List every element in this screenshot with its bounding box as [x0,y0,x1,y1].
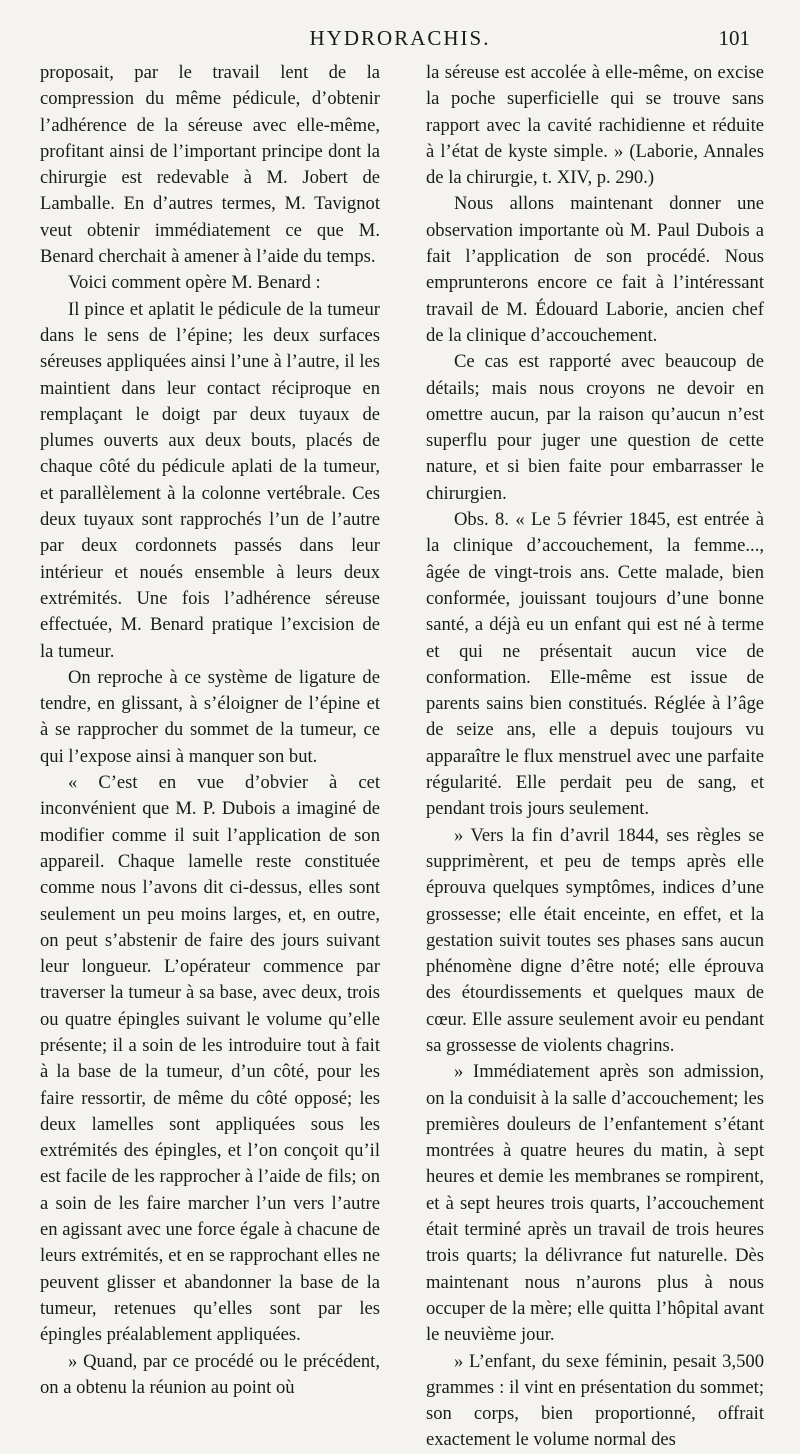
running-head [0,26,800,60]
paragraph: » Immédiatement après son admission, on la conduisit à la salle d’accouchement; les premières douleurs de l’enfantement s’étant montrées à quatre heures du matin, à sept heures et demie les membranes se rompirent, et à sept heures trois quarts, l’accouchement était terminé après un travail de trois heures trois quarts; la délivrance fut naturelle. Dès maintenant nous n’aurons plus à nous occuper de la mère; elle quitta l’hôpital avant le neuvième jour. [426,1061,764,1346]
running-title: HYDRORACHIS. [309,26,491,50]
paragraph: » Vers la fin d’avril 1844, ses règles se supprimèrent, et peu de temps après elle éprouva quelques symptômes, indices d’une grossesse; elle était enceinte, en effet, et la gestation suivit toutes ses phases sans aucun phénomène digne d’être noté; elle éprouva des étourdissements et quelques maux de cœur. Elle assure seulement avoir eu pendant sa grossesse de violents chagrins. [426,824,764,1056]
paragraph: Il pince et aplatit le pédicule de la tumeur dans le sens de l’épine; les deux surfaces séreuses appliquées ainsi l’une à l’autre, il les maintient dans leur contact réciproque en remplaçant le doigt par deux tuyaux de plumes ouverts aux deux bouts, placés de chaque côté du pédicule aplati de la tumeur, et parallèlement à la colonne vertébrale. Ces deux tuyaux sont rapprochés l’un de l’autre par deux cordonnets passés dans leur intérieur et noués ensemble à leurs deux extrémités. Une fois l’adhérence séreuse effectuée, M. Benard pratique l’excision de la tumeur. [40,298,380,662]
paragraph: Obs. 8. « Le 5 février 1845, est entrée à la clinique d’accouchement, la femme..., âgée de vingt-trois ans. Cette malade, bien conformée, jouissant toujours d’une bonne santé, a déjà eu un enfant qui est né à terme et qui ne présentait aucun vice de conformation. Elle-même est issue de parents sains bien constitués. Réglée à l’âge de seize ans, elle a depuis toujours vu apparaître le flux menstruel avec une parfaite régularité. Elle perdait peu de sang, et pendant trois jours seulement. [426,509,764,820]
right-column [426,60,764,1454]
paragraph: Nous allons maintenant donner une observation importante où M. Paul Dubois a fait l’application de son procédé. Nous emprunterons encore ce fait à l’intéressant travail de M. Édouard Laborie, ancien chef de la clinique d’accouchement. [426,193,764,346]
paragraph: Ce cas est rapporté avec beaucoup de détails; mais nous croyons ne devoir en omettre aucun, par la raison qu’aucun n’est superflu pour juger une question de cette nature, et si bien faite pour embarrasser le chirurgien. [426,351,764,504]
paragraph: la séreuse est accolée à elle-même, on excise la poche superficielle qui se trouve sans rapport avec la cavité rachidienne et réduite à l’état de kyste simple. » (Laborie, Annales de la chirurgie, t. XIV, p. 290.) [426,62,764,189]
paragraph: Voici comment opère M. Benard : [68,272,321,294]
page-number: 101 [718,26,750,50]
paragraph: On reproche à ce système de ligature de tendre, en glissant, à s’éloigner de l’épine et à se rapprocher du sommet de la tumeur, ce qui l’expose ainsi à manquer son but. [40,666,380,767]
paragraph: « C’est en vue d’obvier à cet inconvénient que M. P. Dubois a imaginé de modifier comme il suit l’application de son appareil. Chaque lamelle reste constituée comme nous l’avons dit ci-dessus, elles sont seulement un peu moins larges, et, en outre, on peut s’abstenir de faire des jours suivant leur longueur. L’opérateur commence par traverser la tumeur à sa base, avec deux, trois ou quatre épingles suivant le volume qu’elle présente; il a soin de les introduire tout à fait à la base de la tumeur, d’un côté, pour les faire ressortir, de même du côté opposé; les deux lamelles sont appliquées sous les extrémités des épingles, et l’on conçoit qu’il est facile de les rapprocher à l’aide de fils; on a soin de les faire marcher l’un vers l’autre en agissant avec une force égale à chacune de leurs extrémités, et en se rapprochant elles ne peuvent glisser et abandonner la base de la tumeur, retenues qu’elles sont par les épingles préalablement appliquées. [40,772,380,1346]
paragraph: » L’enfant, du sexe féminin, pesait 3,500 grammes : il vint en présentation du sommet; son corps, bien proportionné, offrait exactement le volume normal des [426,1350,764,1451]
paragraph: proposait, par le travail lent de la compression du même pédicule, d’obtenir l’adhérence de la séreuse avec elle-même, profitant ainsi de l’important principe dont la chirurgie est redevable à M. Jobert de Lamballe. En d’autres termes, M. Tavignot veut obtenir immédiatement ce que M. Benard cherchait à amener à l’aide du temps. [40,62,380,268]
paragraph: » Quand, par ce procédé ou le précédent, on a obtenu la réunion au point où [40,1350,380,1398]
left-column [40,60,380,1401]
